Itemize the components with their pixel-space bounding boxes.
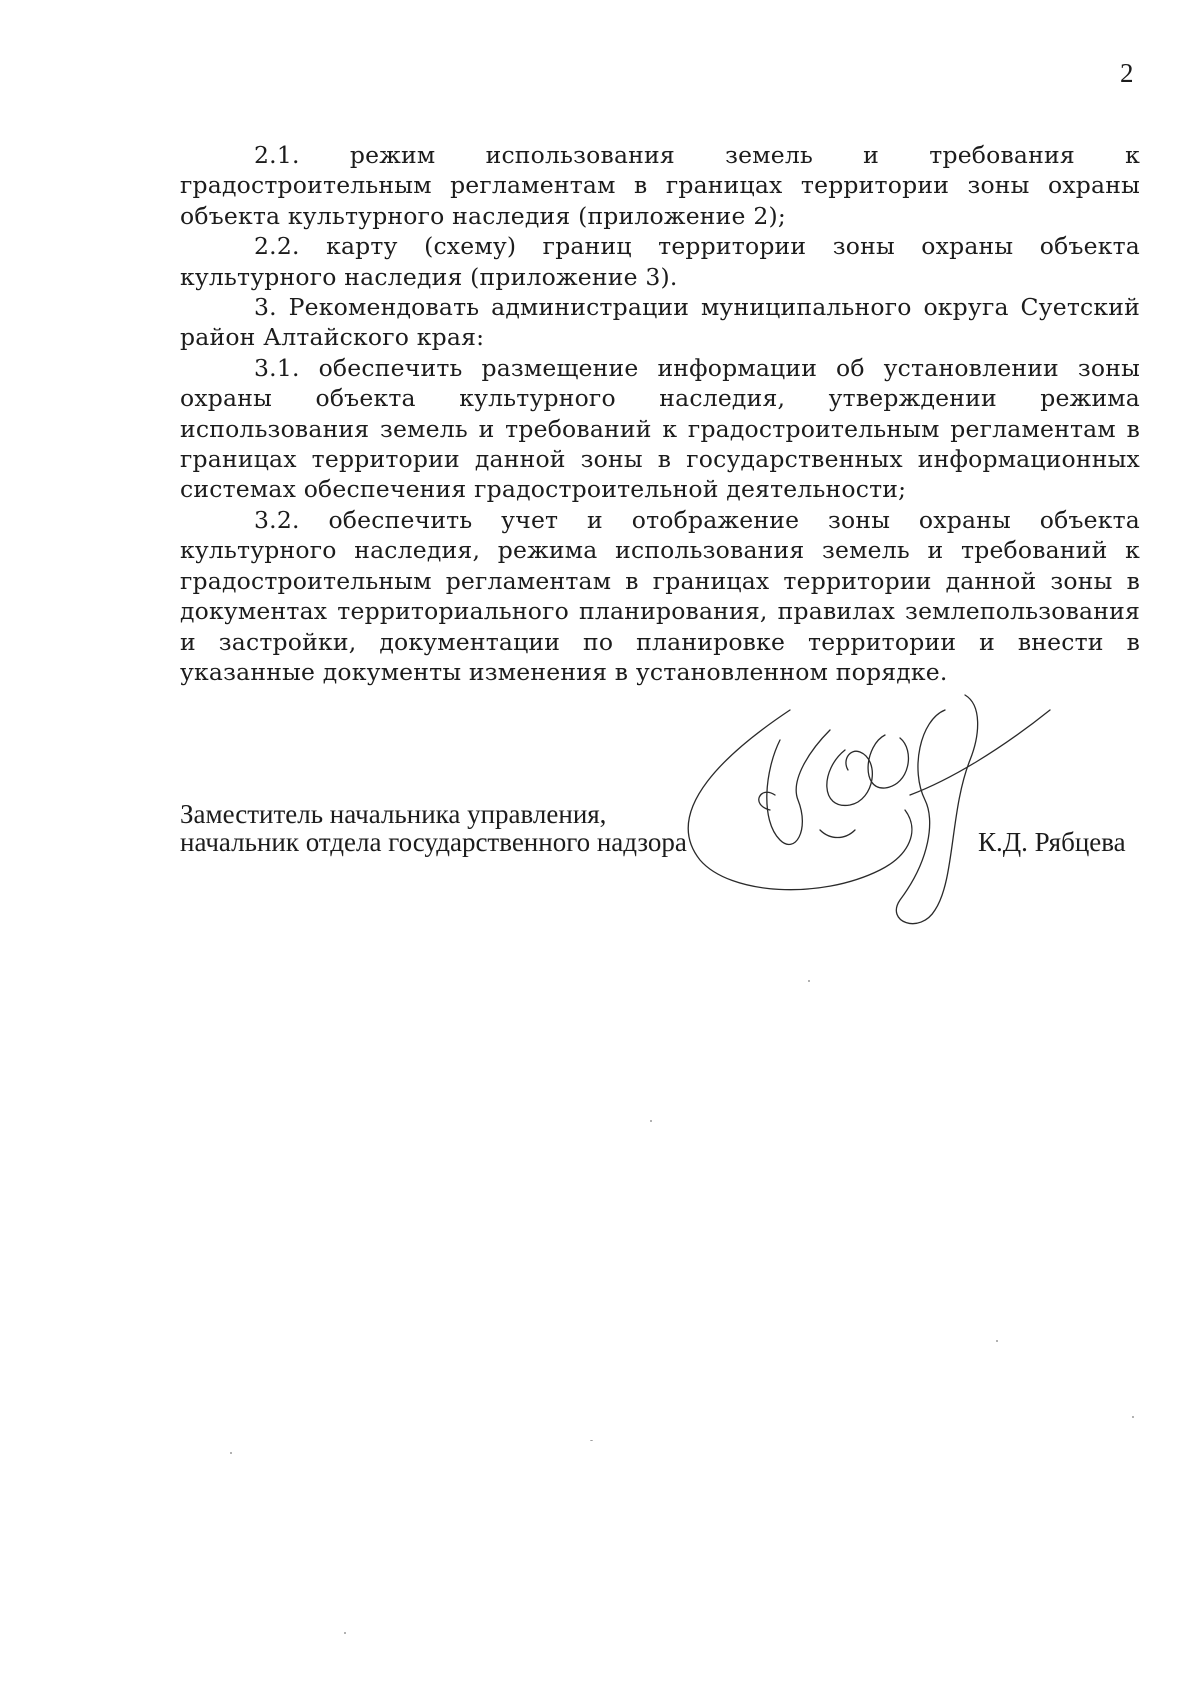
- signatory-position: [180, 800, 687, 856]
- paragraph-2-2: 2.2. карту (схему) границ территории зоны охраны объекта культурного наследия (приложение 3).: [180, 232, 1140, 291]
- paragraph-3: 3. Рекомендовать администрации муниципального округа Суетский район Алтайского края:: [180, 293, 1140, 352]
- scan-speck: [996, 1340, 998, 1342]
- signatory-name: К.Д. Рябцева: [978, 827, 1126, 857]
- page-number: 2: [1120, 58, 1134, 88]
- scan-speck: [1132, 1416, 1134, 1418]
- paragraph-3-1: 3.1. обеспечить размещение информации об установлении зоны охраны объекта культурного наследия, утверждении режима использования земель и требований к градостроительным регламентам в границах территории данной зоны в государственных информационных системах обеспечения градостроительной деятельности;: [180, 353, 1140, 504]
- signatory-position-line1: Заместитель начальника управления,: [180, 799, 607, 829]
- scan-speck: [808, 980, 810, 982]
- scan-speck: [344, 1632, 346, 1634]
- handwritten-signature: [670, 690, 1060, 930]
- scan-speck: [650, 1120, 652, 1122]
- paragraph-2-1: 2.1. режим использования земель и требования к градостроительным регламентам в границах территории зоны охраны объекта культурного наследия (приложение 2);: [180, 141, 1140, 230]
- document-body: [180, 140, 1140, 687]
- scan-speck: [590, 1440, 593, 1441]
- signatory-position-line2: начальник отдела государственного надзора: [180, 827, 687, 857]
- paragraph-3-2: 3.2. обеспечить учет и отображение зоны охраны объекта культурного наследия, режима использования земель и требований к градостроительным регламентам в границах территории данной зоны в документах территориального планирования, правилах землепользования и застройки, документации по планировке территории и внести в указанные документы изменения в установленном порядке.: [180, 505, 1140, 686]
- scan-speck: [230, 1452, 232, 1454]
